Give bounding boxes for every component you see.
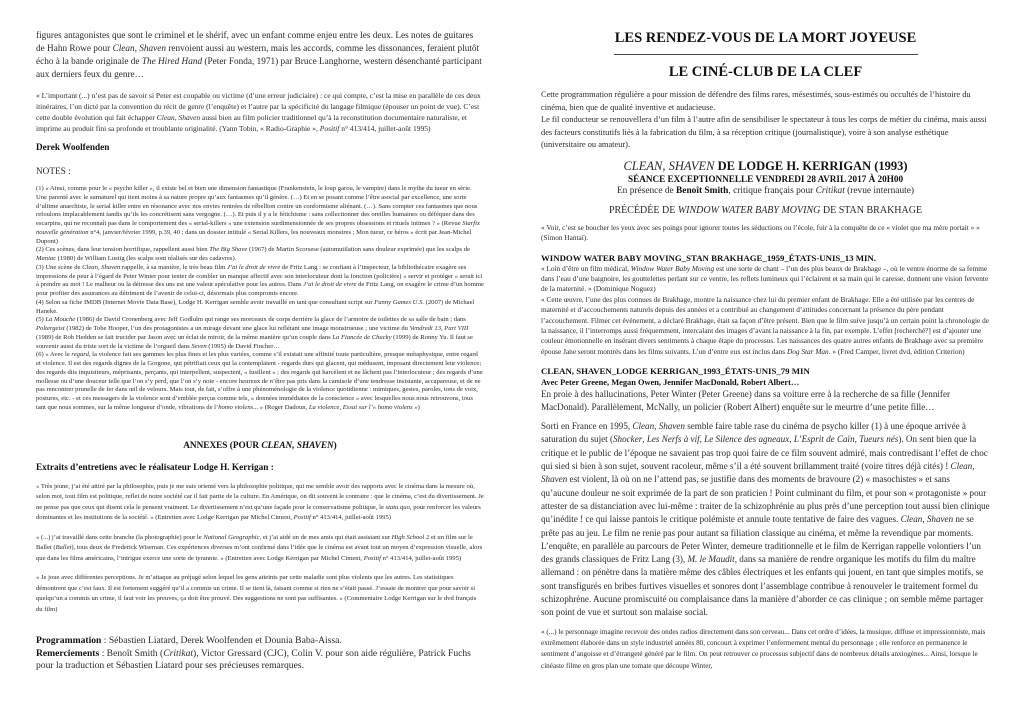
text-run: : Benoît Smith ( <box>99 647 164 659</box>
italic-text-run: Clean, Shaven <box>82 263 121 271</box>
italic-text-run: Maniac <box>36 255 57 262</box>
text-run: « L’important (...) n’est pas de savoir si Peter est coupable ou victime (d’une erreur judiciaire) : ce qui compte, c’est la mise en parallèle de ces deux itinéraires, l’un dicté par la convention du récit de genre (l’enquête) et l’autre par la spécificité du langage filmique (épouser un point de vue). C’est cette double évolution qui fait échapper <box>36 91 481 122</box>
bold-text-run: Benoît Smith <box>676 185 729 196</box>
text-run: est violent, là où on ne l’attend pas, se justifie dans des moments de bravoure (2) « masochistes » et sans qu’aucune douleur ne soit exprimée de la part de son praticien ! Point culminant du film, et pour son « protagoniste » pour attester de sa distanciation avec lui-même : traiter de la schizophrénie au plus près d’une perception tout aussi bien clinique qu’inédite ! ce qui laisse pantois le critique polémiste et annule toute tentative de faire des vagues. <box>541 474 990 525</box>
italic-text-run: Poltergeist <box>36 325 65 332</box>
text-run: n° 413/414, juillet-août 1995) <box>380 554 462 562</box>
text-run: (2) Ces scènes, dans leur tension horrifique, rappellent aussi bien <box>36 246 210 254</box>
italic-text-run: regard <box>71 351 89 359</box>
text-run: « Loin d’être un film médical, <box>541 263 631 273</box>
text-run: : Sébastien Liatard, Derek Woolfenden et Dounia Baba-Aissa. <box>101 635 342 646</box>
italic-text-run: CLEAN, SHAVEN <box>623 158 715 173</box>
italic-text-run: Dog Star Man <box>786 346 829 356</box>
guest-presence <box>541 185 990 197</box>
hantai-quote: « Voir, c’est se boucher les yeux avec ses poings pour ignorer toutes les séductions ou l’école, fuir à la conquête de ce « violet que ma mère portait » » (Simon Hantaï). <box>541 222 980 242</box>
text-run: (1982) de Tobe Hooper, l’un des protagonistes a un mirage devant une glace lui reflétant une image monstrueuse ; une victime du <box>64 325 410 332</box>
italic-text-run: CLEAN, SHAVEN <box>261 440 334 451</box>
feature-title <box>541 159 990 173</box>
bold-text-run: Remerciements <box>36 647 100 659</box>
italic-text-run: Tueurs nés <box>859 434 899 445</box>
right-page <box>541 0 990 672</box>
text-run: (1995) de David Fincher… <box>206 342 280 350</box>
italic-text-run: Positif <box>363 554 381 562</box>
italic-text-run: Clean, Shaven <box>900 514 954 525</box>
text-run: (Peter Fonda, 1971) par Bruce Langhorne, western désenchanté participant aux derniers feux du genre… <box>36 57 482 80</box>
text-run: ... » (Roger Dadoun, <box>253 403 309 411</box>
notes-list <box>36 185 484 413</box>
notes-title: NOTES : <box>36 167 71 177</box>
italic-text-run: Les Nerfs à vif <box>646 434 700 445</box>
italic-text-run: Starfix nouvelle génération <box>36 220 480 236</box>
text-run: (6) « Avec le <box>36 351 72 359</box>
text-run: , dans sa manière de rendre organique les motifs du film du maître allemand : on pénètre dans la matière même des câbles électriques et les enfants qui jouent, en tant que simples motifs, se sont transfigurés en bribes furtives visuelles et sonores dont l’assemblage contribue à renouveler le traitement formel du schizophrène. Aucune promiscuité ou complaisance dans la manière d’aborder ce cas clinique ; on semble même partager son point de vue et surtout son malaise social. <box>541 554 984 618</box>
italic-text-run: Vendredi 13, Part VIII <box>409 325 469 332</box>
text-run: de Fritz Lang, on exagère le crime d’un homme pour profiter des assurances au détriment de l’avenir de celui-ci, désormais plus compromis encore. <box>36 281 484 297</box>
credits-thanks <box>36 648 484 673</box>
text-run: , <box>699 434 705 445</box>
feature-synopsis: En proie à des hallucinations, Peter Winter (Peter Greene) dans sa voiture erre à la recherche de sa fille (Jennifer MacDonald). Parallèlement, McNally, un policier (Robert Albert) enquête sur le meurtre d’une petite fille… <box>541 389 951 412</box>
text-run: . » (Fred Camper, livret dvd, édition Criterion) <box>828 346 965 356</box>
text-run: semble faire table rase du cinéma de psycho killer (1) à une époque arrivée à saturation du sujet ( <box>541 421 966 445</box>
italic-text-run: Window Water Baby Moving <box>630 263 715 273</box>
italic-text-run: Positif <box>293 514 311 521</box>
short-film-heading: WINDOW WATER BABY MOVING_STAN BRAKHAGE_1959_ÉTATS-UNIS_13 MIN. <box>541 252 876 263</box>
text-run: « (...) j’ai travaillé dans cette branche (la photographie) pour le <box>36 533 204 541</box>
italic-text-run: Ballet <box>55 544 72 551</box>
club-title: LE CINÉ-CLUB DE LA CLEF <box>668 64 863 80</box>
text-run: , la violence fait ses gammes les plus fines et les plus variées, comme s’il existait une affinité toute particulière, presque métaphysique, entre regard et violence. Il est des regards dignes de la Gorgone, qui pétrifiait ceux qui la contemplaient - regards durs qui glacent, qui médusent, imposant directement leur violence; des regards dits inquisiteurs, méprisants, perçants, qui interpellent, suspectent, « fusillent » ; des regards qui harcèlent et ne lâchent pas l’interlocuteur ; des regards d’une mollesse ou d’une douceur telle que l’on s’y perd, que l’on s’y noie - encore heureux de n’être pas pris dans la camisole d’une tendresse insistante, accapareuse, et de ne pas rencontrer prunelle de fer dans œil de velours. Mais tout, de fait, s’offre à une phénoménologie de la violence quotidienne : mimiques, gestes, paroles, tons de voix, postures, etc. - et ces messagers de la violence sont d’emblée perçus comme tels, « données immédiates de la conscience » avec lesquelles nous nous retrouvons, tous tant que nous sommes, sur la même longueur d’onde, vibrations de l’ <box>36 351 483 411</box>
italic-text-run: J’ai le droit de vivre <box>226 263 281 271</box>
italic-text-run: La Fiancée de Chucky <box>332 333 392 341</box>
text-run: , et j’ai aidé un de mes amis qui était assistant sur <box>259 533 392 541</box>
text-run: n° 413/414, juillet-août 1995) <box>310 514 391 521</box>
italic-text-run: The Big Shave <box>209 246 248 254</box>
text-run: , <box>789 434 794 445</box>
author-signature: Derek Woolfenden <box>36 143 110 153</box>
italic-text-run: statu quo <box>385 503 410 511</box>
text-run: ), Victor Gressard (CJC), Colin V. pour son aide régulière, Patrick Fuchs pour la traduction et Sébastien Liatard pour ses précieuses remarques. <box>36 647 471 671</box>
italic-text-run: Seven <box>191 342 207 350</box>
text-run: (5) <box>36 316 46 324</box>
text-run: n° 413/414, juillet-août 1995) <box>339 124 431 133</box>
feature-heading: CLEAN, SHAVEN_LODGE KERRIGAN_1993_ÉTATS-UNIS_79 MIN <box>541 366 810 377</box>
text-run: figures antagonistes que sont le criminel et le shérif, avec un enfant comme enjeu entre les deux. Les notes de guitares de Hahn Rowe pour <box>36 31 474 54</box>
note <box>36 299 484 317</box>
extracts-title: Extraits d’entretiens avec le réalisateur Lodge H. Kerrigan : <box>36 462 274 473</box>
note <box>36 264 484 299</box>
text-run: Sorti en France en 1995, <box>541 421 633 432</box>
italic-text-run: WINDOW WATER BABY MOVING <box>677 204 821 216</box>
text-run: est une sorte de chant – l’un des plus beaux de Brakhage –, où le ventre énorme de sa femme dans l’eau d’une baignoire, les gouttelettes perlant sur ce ventre, les reflets lumineux qui l’éclairent et sa main qui le caresse, donnent une vision fervente de la maternité. » (Dominique Noguez) <box>541 263 989 294</box>
italic-text-run: Critikat <box>815 185 845 196</box>
text-run: (1986) de David Cronenberg avec Jeff Godlulm qui range ses morceaux de corps derrière la glace de l’armoire de toilettes de sa salle de bain ; dans <box>75 316 466 324</box>
note <box>36 351 484 412</box>
left-page <box>36 0 484 673</box>
text-run: ANNEXES (POUR <box>183 440 262 451</box>
italic-text-run: Le Silence des agneaux <box>704 434 790 445</box>
note <box>36 316 484 351</box>
note <box>36 185 484 246</box>
italic-text-run: homo violens <box>218 403 254 411</box>
italic-text-run: Clean, Shaven <box>632 421 685 432</box>
italic-text-run: Clean, Shaven <box>112 44 166 54</box>
text-run: ) <box>333 440 337 451</box>
italic-text-run: La Mouche <box>45 316 76 324</box>
italic-text-run: Funny Games U.S. <box>374 298 425 306</box>
text-run: « Très jeune, j’ai été attiré par la philosophie, puis je me suis orienté vers la philosophie politique, qui me semble avoir des rapports avec le cinéma dans la mesure où, selon moi, tout film est politique, reflet de notre société car il fait partie de la culture. En Amérique, on dit souvent le contraire : que le cinéma, c’est du divertissement. Je ne pense pas que ceux qui disent cela le pensent vraiment. Le divertissement n’est qu’une façade pour le conservatisme politique, le <box>36 482 484 511</box>
text-run: et un film sur le Ballet ( <box>36 533 473 551</box>
italic-text-run: The Hired Hand <box>141 57 203 67</box>
text-run: (4) Selon sa fiche IMDB (Internet Movie Data Base), Lodge H. Kerrigan semble avoir travaillé en tant que consultant script sur <box>36 298 375 306</box>
italic-text-run: Clean, Shaven <box>156 113 201 122</box>
text-run: , critique français pour <box>728 185 816 196</box>
italic-text-run: La violence, Essai sur l’« homo violens » <box>308 403 418 411</box>
title-divider <box>614 54 918 55</box>
interview-extract <box>36 533 484 565</box>
text-run: (2007) de Michael Haneke. <box>36 298 475 315</box>
bold-text-run: DE LODGE H. KERRIGAN (1993) <box>714 158 908 173</box>
text-run: (1989) de Rob Hedden se fait trucider par Jason avec un éclat de miroir, de la même manière qu’un couple dans <box>36 333 333 341</box>
italic-text-run: Clean, Shaven <box>541 461 975 485</box>
text-run: ), tous deux de Frederick Wiseman. Ces expériences diverses m’ont confirmé dans l’idée que le cinéma est avant tout un moyen d’expression visuelle, alors que dans les films américains, l’intrigue exerce une sorte de tyrannie. » (Entretien avec Lodge Kerrigan par Michel Ciment, <box>36 544 483 562</box>
italic-text-run: High School 2 <box>391 533 430 541</box>
text-run: n°4, janvier/février 1999, p.39, 40 ; dans un dossier intitulé « Serial Killers, les nouveaux monstres ; Mon tueur, ce héros » écrit par Jean-Michel Dupont) <box>36 228 472 245</box>
credits-programming <box>36 635 484 648</box>
short-film-review <box>541 264 990 295</box>
text-run: , pour renforcer les valeurs dominantes et les institutions de la société. » (Entretien avec Lodge Kerrigan par Michel Ciment, <box>36 503 481 521</box>
text-run: aussi bien au film policier traditionnel qu’à la reconstitution documentaire naturaliste, et imprime au produit fini sa profonde et troublante originalité. (Yann Tobin, « Radio-Graphie », <box>36 113 467 133</box>
text-run: de Fritz Lang : se confiant à l’inspecteur, la bibliothécaire exagère ses impressions de peur à l’égard de Peter Winter pour tenter de combler un manque affectif avec son interlocuteur dont la fonction (policière) « servir et protéger » serait ici à prendre au mot ! Le malheur ou la détresse des uns est une valeur spéculative pour les autres. Dans <box>36 263 483 289</box>
closing-quote: « (...) le personnage imagine recevoir des ondes radios directement dans son cerveau... Dans cet ordre d’idées, la musique, diffuse et impressionniste, mais extrêmement élaborée dans un style industriel années 80, concourt à exprimer l’enfermement mental du personnage ; elle renforce en permanence le sentiment d’angoisse et d’étrangeté généré par le film. On peut retrouver ce processus subjectif dans de nombreux détails anxiogènes... Ainsi, lorsque le cinéaste filme en gros plan une tomate que découpe Winter, <box>541 627 986 670</box>
mission-statement-2: Le fil conducteur se renouvellera d’un film à l’autre afin de sensibiliser le spectateur à tous les corps de métier du cinéma, mais aussi des facteurs constitutifs liés à la fabrication du film, à sa réception critique (journalistique), voire à son analyse esthétique (universitaire ou amateur). <box>541 115 987 149</box>
text-run: , <box>854 434 860 445</box>
text-run: rappelle, à sa manière, le très beau film <box>120 263 227 271</box>
mission-statement: Cette programmation régulière a pour mission de défendre des films rares, mésestimés, sous-estimés ou occultés de l’histoire du cinéma, bien que de qualité inventive et audacieuse. <box>541 90 971 112</box>
text-run: « Cette œuvre, l’une des plus connues de Brakhage, montre la naissance chez lui du premier enfant de Brakhage. Elle a été utilisée par les centres de maternité et d’accouchements naturels depuis des années et a contribué au changement d’attitudes concernant la présence du père pendant l’accouchement. Filmer cet événement, a déclaré Brakhage, était sa façon d’être présent. Bien que le film suive jusqu’à un certain point la chronologie de la naissance, il l’interromps aussi fréquemment, intercalant des images d’avant la naissance à la fin, par exemple. L’effet [recherché?] est d’ajouter une couleur émotionnelle en insérant divers sentiments à chaque étape du processus. Les naissances des quatre autres enfants de Brakhage avec sa première épouse Jane seront montrés dans les films suivants. L’un d’entre eux est inclus dans <box>541 294 989 356</box>
interview-extract <box>36 482 484 524</box>
intro-paragraph <box>36 30 484 82</box>
bold-text-run: Programmation <box>36 635 102 646</box>
italic-text-run: Shocker <box>612 434 643 445</box>
text-run: ). On sent bien que la critique et le public de l’époque ne savaient pas trop quoi faire de ce film souvent admiré, mais contredisant l’effet de choc qui sied si bien à son sujet, souvent racoleur, même s’il a été souvent brillamment traité (voire titres déjà cités) ! <box>541 434 988 472</box>
italic-text-run: M. le Maudit <box>687 554 735 565</box>
annexes-title <box>36 440 484 453</box>
interview-extract <box>36 573 484 615</box>
series-title: LES RENDEZ-VOUS DE LA MORT JOYEUSE <box>614 30 917 46</box>
text-run: (1980) de William Lustig (les scalps sont réalisés sur des cadavres). <box>56 255 237 262</box>
short-film-review <box>541 295 990 357</box>
preceded-by <box>541 204 990 217</box>
italic-text-run: Positif <box>319 124 340 133</box>
text-run: (3) Une scène de <box>36 263 83 271</box>
text-run: (1999) de Ronny Yu. Il faut se souvenir aussi du triste sort de la victime de l’orgueil dans <box>36 333 473 350</box>
text-run: (1967) de Martin Scorsese (automutilation sans douleur exprimée) que les scalps de <box>247 246 470 254</box>
feature-review <box>541 420 990 619</box>
italic-text-run: Critikat <box>163 647 194 659</box>
text-run: DE STAN BRAKHAGE <box>820 204 923 216</box>
note <box>36 246 484 264</box>
text-run: renvoient aussi au western, mais les accords, comme les dissonances, feraient plutôt écho à la bande originale de <box>36 44 480 67</box>
session-date: SÉANCE EXCEPTIONNELLE VENDREDI 28 AVRIL 2017 À 20H00 <box>627 173 904 184</box>
text-run: « Je joue avec différentes perceptions. Je m’attaque au préjugé selon lequel les gens atteints par cette maladie sont plus violents que les autres. Les statistiques démontrent que c’est faux. Il est fortement suggéré qu’il a commis un crime. Il se tient là, faisant comme si rien ne s’était passé. J’essaie de montrer que pour savoir si quelqu’un a commis un crime, il faut voir les preuves, ça doit être prouvé. Des suggestions ne sont pas suffisantes. » (Commentaire Lodge Kerrigan sur le dvd français du film) <box>36 574 477 613</box>
text-run: , <box>642 434 647 445</box>
text-run: ) <box>417 403 420 411</box>
credits <box>36 635 484 673</box>
text-run: (revue internaute) <box>844 185 915 196</box>
text-run: PRÉCÉDÉE DE <box>608 204 678 216</box>
italic-text-run: L’Esprit de Caïn <box>793 434 855 445</box>
feature-cast: Avec Peter Greene, Megan Owen, Jennifer MacDonald, Robert Albert… <box>541 378 800 388</box>
italic-text-run: J’ai le droit de vivre <box>303 281 357 289</box>
text-run: En présence de <box>616 185 677 196</box>
text-run: ne se prête pas au jeu. Le film ne renie pas pour autant sa filiation classique au cinéma, et même la revendique par moments. L’enquête, en parallèle au parcours de Peter Winter, demeure traditionnelle et le film de Kerrigan rappelle volontiers l’un des grands classiques de Fritz Lang (3), <box>541 514 981 565</box>
italic-text-run: National Geographic <box>203 533 260 541</box>
text-run: (1) « Ainsi, comme pour le « psycho killer », il existe bel et bien une dimension fantastique (Frankenstein, le loup garou, le vampire) dans le mythe du tueur en série. Une parenté avec le surnaturel qui tient moins à sa nature propre qu’aux fantasmes qu’il génère. (…) Et en se posant comme l’être asocial par excellence, une sorte d’ultime anarchiste, le serial killer entre en résonance avec nos envies rentrées de rébellion contre un conformisme aliénant. (…). Sans compter ces fantasmes que nous refoulons implacablement tandis qu’ils les concrétisent sans vergogne. (…). Et puis il y a le fétichisme : sans collectionner des oreilles humaines ou déféquer dans des escarpins, qui ne reconnaît pas dans le comportement des « serial-killers » une extension surdimensionnée de ses propres obsessions et rituels intimes ? » (Revue <box>36 185 478 227</box>
tobin-quote <box>36 90 484 134</box>
